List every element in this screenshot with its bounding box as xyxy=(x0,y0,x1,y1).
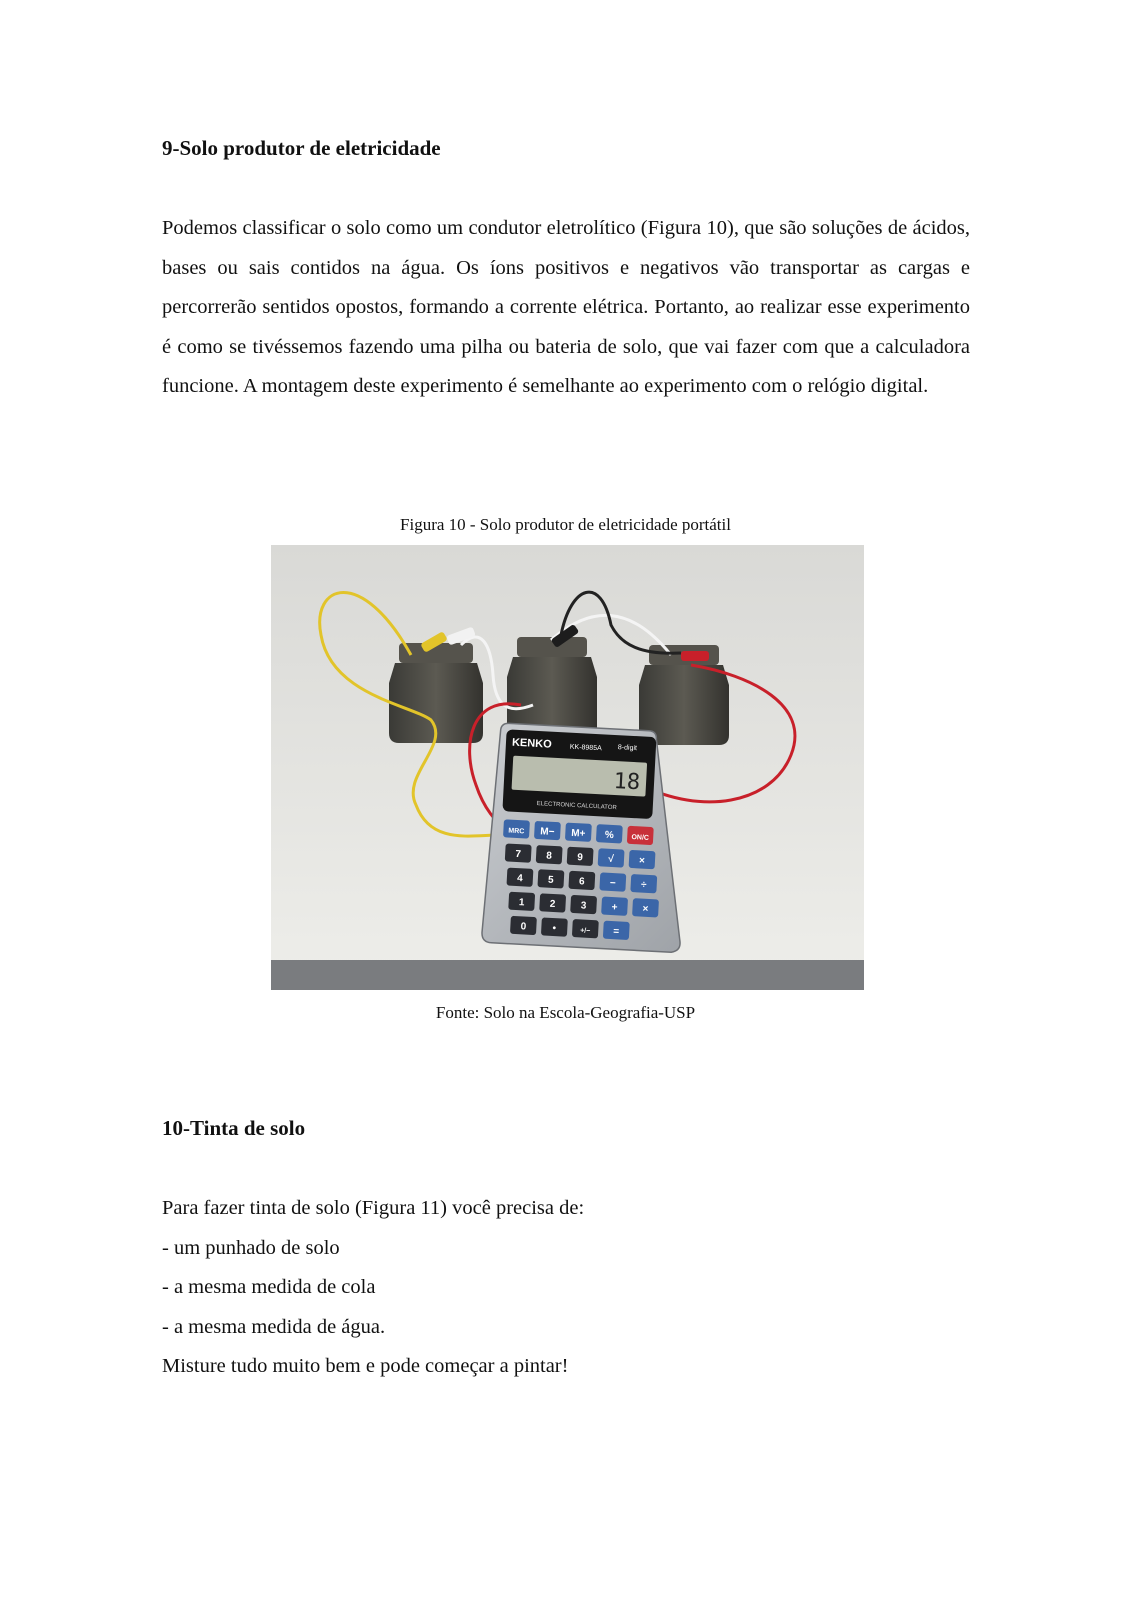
calculator-key-label: 2 xyxy=(549,898,556,911)
figure-10-source: Fonte: Solo na Escola-Geografia-USP xyxy=(435,1003,696,1022)
figure-10-caption: Figura 10 - Solo produtor de eletricidade portátil xyxy=(400,515,731,534)
calculator-key-label: ON/C xyxy=(631,833,650,842)
calculator-key-label: 8 xyxy=(546,850,553,862)
calculator-label: ELECTRONIC CALCULATOR xyxy=(536,800,617,812)
section-9-heading: 9-Solo produtor de eletricidade xyxy=(162,136,441,160)
calculator-key-label: 9 xyxy=(576,852,584,864)
calculator-key-label: 3 xyxy=(580,900,587,912)
section-10-content xyxy=(162,1189,584,1387)
section-10-heading: 10-Tinta de solo xyxy=(162,1116,306,1140)
calculator-key-label: 6 xyxy=(578,876,585,888)
table-edge xyxy=(271,960,864,990)
calculator-key-label: × xyxy=(638,855,646,867)
calculator-key-label: M− xyxy=(539,826,555,838)
calculator-key-label: % xyxy=(604,829,615,842)
list-item: - a mesma medida de cola xyxy=(162,1276,376,1298)
list-item: - a mesma medida de água. xyxy=(162,1315,386,1338)
calculator-key-label: ÷ xyxy=(640,879,647,891)
figure-10-photo xyxy=(271,545,864,990)
calculator-brand: KENKO xyxy=(511,736,552,751)
photo-illustration xyxy=(271,545,864,990)
calculator-key-label: − xyxy=(609,877,616,890)
calculator-key-label: MRC xyxy=(508,827,525,836)
calculator-key-label: √ xyxy=(607,853,615,866)
calculator-key-label: • xyxy=(552,922,557,935)
calculator-key-label: M+ xyxy=(570,827,586,840)
calculator-key-label: × xyxy=(642,903,649,915)
calculator-model: KK-8985A xyxy=(569,743,602,753)
calculator-key-label: +/− xyxy=(579,927,591,935)
section-9-paragraph: Podemos classificar o solo como um condutor eletrolítico (Figura 10), que são soluções de ácidos, bases ou sais contidos na água. Os íons positivos e negativos vão transportar as cargas e percorrerão sentidos opostos, formando a corrente elétrica. Portanto, ao realizar esse experimento é como se tivéssemos fazendo uma pilha ou bateria de solo, que vai fazer com que a calculadora funcione. A montagem deste experimento é semelhante ao experimento com o relógio digital. xyxy=(162,217,970,397)
section-10-intro: Para fazer tinta de solo (Figura 11) você precisa de: xyxy=(162,1197,585,1219)
calculator-digits: 8-digit xyxy=(617,744,638,753)
calculator-key-label: 0 xyxy=(520,921,527,933)
list-item: - um punhado de solo xyxy=(162,1236,340,1259)
section-10-closing: Misture tudo muito bem e pode começar a pintar! xyxy=(162,1355,569,1377)
red-clip xyxy=(681,651,709,661)
calculator-key-label: = xyxy=(613,926,620,938)
calculator-key-label: 4 xyxy=(516,873,523,885)
calculator-key-label: + xyxy=(611,902,618,914)
calculator-key-label: 5 xyxy=(547,874,554,886)
calculator-key-label: 1 xyxy=(518,897,525,909)
calculator-display-value: 18 xyxy=(612,768,641,796)
calculator-key-label: 7 xyxy=(515,848,522,861)
